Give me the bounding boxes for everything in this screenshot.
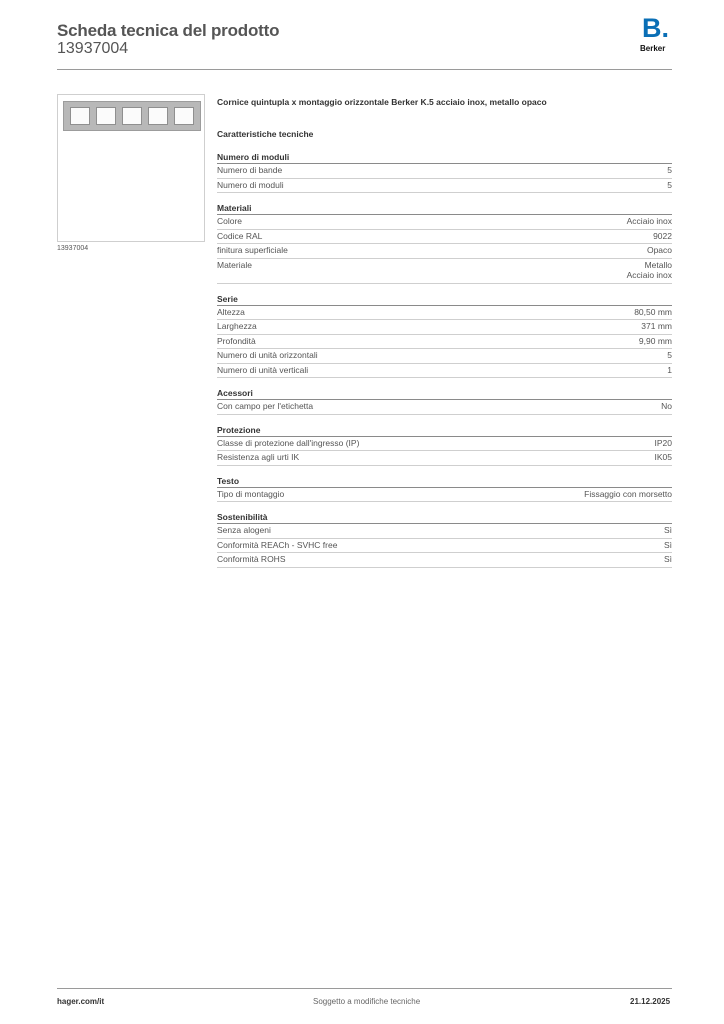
spec-value-line: 9022 [653, 230, 672, 241]
spec-row [217, 335, 672, 350]
spec-label: Conformità REACh - SVHC free [217, 539, 338, 550]
spec-row [217, 400, 672, 415]
spec-value [661, 401, 672, 412]
logo-word: Berker [640, 44, 666, 53]
section-title: Serie [217, 293, 672, 306]
spec-label: Resistenza agli urti IK [217, 452, 300, 462]
spec-label: Codice RAL [217, 230, 263, 241]
spec-value-line: 5 [667, 165, 672, 175]
spec-value [667, 350, 672, 361]
spec-row [217, 524, 672, 539]
frame-cell [174, 107, 194, 125]
spec-section [217, 202, 672, 284]
spec-section [217, 475, 672, 503]
section-title: Numero di moduli [217, 151, 672, 164]
spec-label: Numero di bande [217, 165, 283, 175]
header-divider [57, 69, 672, 70]
spec-value-line: Sì [663, 525, 672, 535]
spec-row [217, 451, 672, 466]
spec-value-line: Acciaio inox [626, 270, 672, 280]
spec-section [217, 511, 672, 568]
document-title: Scheda tecnica del prodotto [57, 21, 280, 40]
footer-website: hager.com/it [57, 997, 105, 1006]
section-title: Testo [217, 475, 672, 488]
spec-sections [217, 151, 672, 568]
spec-section [217, 387, 672, 415]
spec-value [647, 245, 672, 256]
spec-label: Numero di unità verticali [217, 364, 309, 375]
berker-logo [638, 13, 676, 55]
footer-divider [57, 988, 672, 989]
spec-label: finitura superficiale [217, 245, 288, 255]
spec-value-line: No [661, 401, 672, 411]
spec-label: Con campo per l'etichetta [217, 401, 314, 411]
spec-value-line: Metallo [644, 259, 672, 270]
spec-row [217, 164, 672, 179]
spec-value [627, 216, 672, 227]
section-title: Materiali [217, 202, 672, 215]
image-caption: 13937004 [57, 245, 89, 252]
spec-row [217, 364, 672, 379]
spec-value [641, 321, 672, 332]
spec-value-line: Sì [663, 554, 672, 564]
product-image [57, 94, 205, 242]
spec-value [664, 554, 672, 565]
spec-row [217, 244, 672, 259]
spec-label: Numero di unità orizzontali [217, 350, 318, 360]
spec-value-line: Fissaggio con morsetto [584, 488, 672, 499]
spec-label: Profondità [217, 335, 256, 346]
spec-value-line: Opaco [646, 245, 672, 255]
document-code: 13937004 [57, 40, 129, 57]
section-title: Sostenibilità [217, 511, 672, 524]
spec-label: Tipo di montaggio [217, 488, 285, 499]
spec-content [217, 97, 672, 577]
spec-value-line: IK05 [654, 452, 672, 462]
frame-cell [96, 107, 116, 125]
spec-value [634, 307, 672, 318]
spec-value-line: 5 [667, 179, 672, 190]
spec-label: Numero di moduli [217, 179, 284, 190]
spec-label: Conformità ROHS [217, 554, 286, 564]
section-title: Protezione [217, 424, 672, 437]
spec-label: Larghezza [217, 321, 257, 331]
spec-row [217, 349, 672, 364]
frame-cell [148, 107, 168, 125]
product-description: Cornice quintupla x montaggio orizzontale Berker K.5 acciaio inox, metallo opaco [217, 97, 547, 107]
frame-cell [122, 107, 142, 125]
frame-cell [70, 107, 90, 125]
spec-value [655, 438, 673, 449]
spec-value [664, 525, 672, 536]
section-title: Acessori [217, 387, 672, 400]
spec-value-line: 9,90 mm [638, 335, 672, 346]
spec-value [667, 165, 672, 176]
spec-row [217, 320, 672, 335]
spec-section [217, 424, 672, 466]
spec-row [217, 306, 672, 321]
spec-value [667, 365, 672, 376]
spec-row [217, 230, 672, 245]
spec-value [639, 336, 672, 347]
footer-date: 21.12.2025 [630, 997, 671, 1006]
spec-value-line: 371 mm [641, 321, 672, 331]
spec-row [217, 437, 672, 452]
spec-value [664, 540, 672, 551]
spec-value [655, 452, 673, 463]
spec-label: Materiale [217, 259, 252, 270]
spec-label: Classe di protezione dall'ingresso (IP) [217, 437, 360, 448]
spec-value-line: 5 [667, 350, 672, 360]
spec-section [217, 293, 672, 379]
spec-value-line: IP20 [654, 437, 672, 448]
spec-value [667, 180, 672, 191]
spec-value-line: 1 [667, 364, 672, 375]
spec-value [653, 231, 672, 242]
spec-label: Colore [217, 216, 243, 226]
spec-label: Altezza [217, 306, 245, 317]
spec-value [584, 489, 672, 500]
spec-label: Senza alogeni [217, 525, 271, 535]
spec-row [217, 179, 672, 194]
spec-row [217, 539, 672, 554]
spec-section [217, 151, 672, 193]
logo-letter: B. [642, 13, 669, 43]
spec-value [627, 260, 672, 281]
footer-note: Soggetto a modifiche tecniche [313, 997, 421, 1006]
spec-value-line: Acciaio inox [626, 216, 672, 226]
spec-row [217, 488, 672, 503]
spec-row [217, 215, 672, 230]
spec-value-line: Sì [663, 539, 672, 550]
frame-illustration [63, 101, 201, 131]
spec-row [217, 259, 672, 284]
tech-heading: Caratteristiche tecniche [217, 129, 314, 139]
spec-row [217, 553, 672, 568]
spec-value-line: 80,50 mm [634, 306, 672, 317]
